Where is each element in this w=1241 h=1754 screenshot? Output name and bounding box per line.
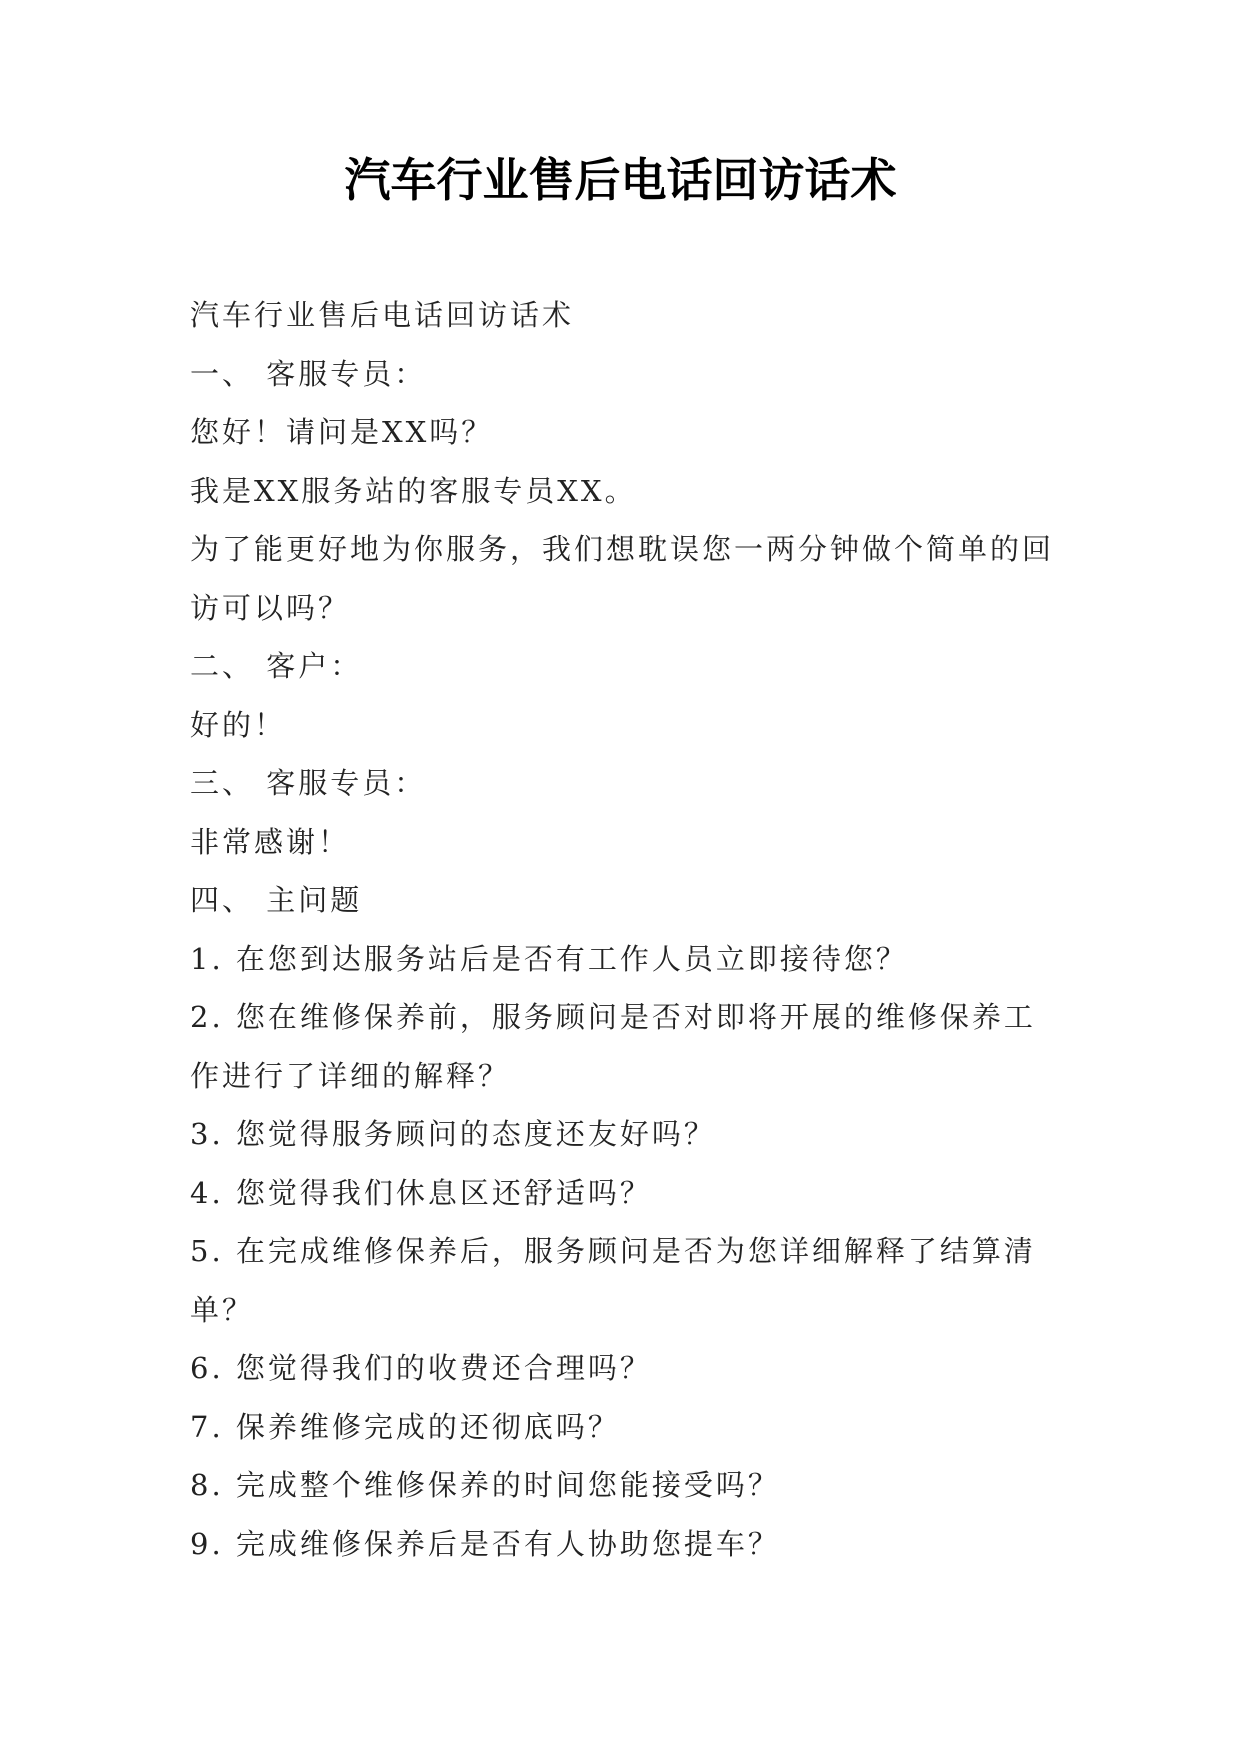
document-body [190, 286, 1060, 1573]
paragraph-subtitle: 汽车行业售后电话回访话术 [190, 298, 575, 332]
heading-section-4: 四、 主问题 [190, 883, 363, 917]
question-item: 7. 保养维修完成的还彻底吗？ [190, 1409, 620, 1444]
heading-section-2: 二、 客户： [190, 649, 363, 683]
paragraph: 为了能更好地为你服务，我们想耽误您一两分钟做个简单的回访可以吗？ [190, 532, 1055, 625]
paragraph: 非常感谢！ [190, 824, 351, 859]
paragraph: 我是XX服务站的客服专员XX。 [190, 473, 637, 508]
question-item: 6. 您觉得我们的收费还合理吗？ [190, 1351, 652, 1385]
paragraph: 好的！ [190, 707, 287, 742]
paragraph: 您好！请问是XX吗？ [190, 415, 494, 449]
document-title: 汽车行业售后电话回访话术 [344, 153, 897, 207]
question-item: 5. 在完成维修保养后，服务顾问是否为您详细解释了结算清单？ [190, 1234, 1036, 1327]
question-item: 1. 在您到达服务站后是否有工作人员立即接待您？ [190, 941, 908, 976]
heading-section-1: 一、 客服专员： [190, 356, 427, 391]
question-item: 8. 完成整个维修保养的时间您能接受吗？ [190, 1468, 780, 1502]
question-item: 4. 您觉得我们休息区还舒适吗？ [190, 1175, 652, 1210]
question-item: 9. 完成维修保养后是否有人协助您提车？ [190, 1526, 780, 1561]
question-item: 3. 您觉得服务顾问的态度还友好吗？ [190, 1117, 716, 1151]
question-item: 2. 您在维修保养前，服务顾问是否对即将开展的维修保养工作进行了详细的解释？ [190, 1000, 1036, 1093]
heading-section-3: 三、 客服专员： [190, 766, 427, 800]
